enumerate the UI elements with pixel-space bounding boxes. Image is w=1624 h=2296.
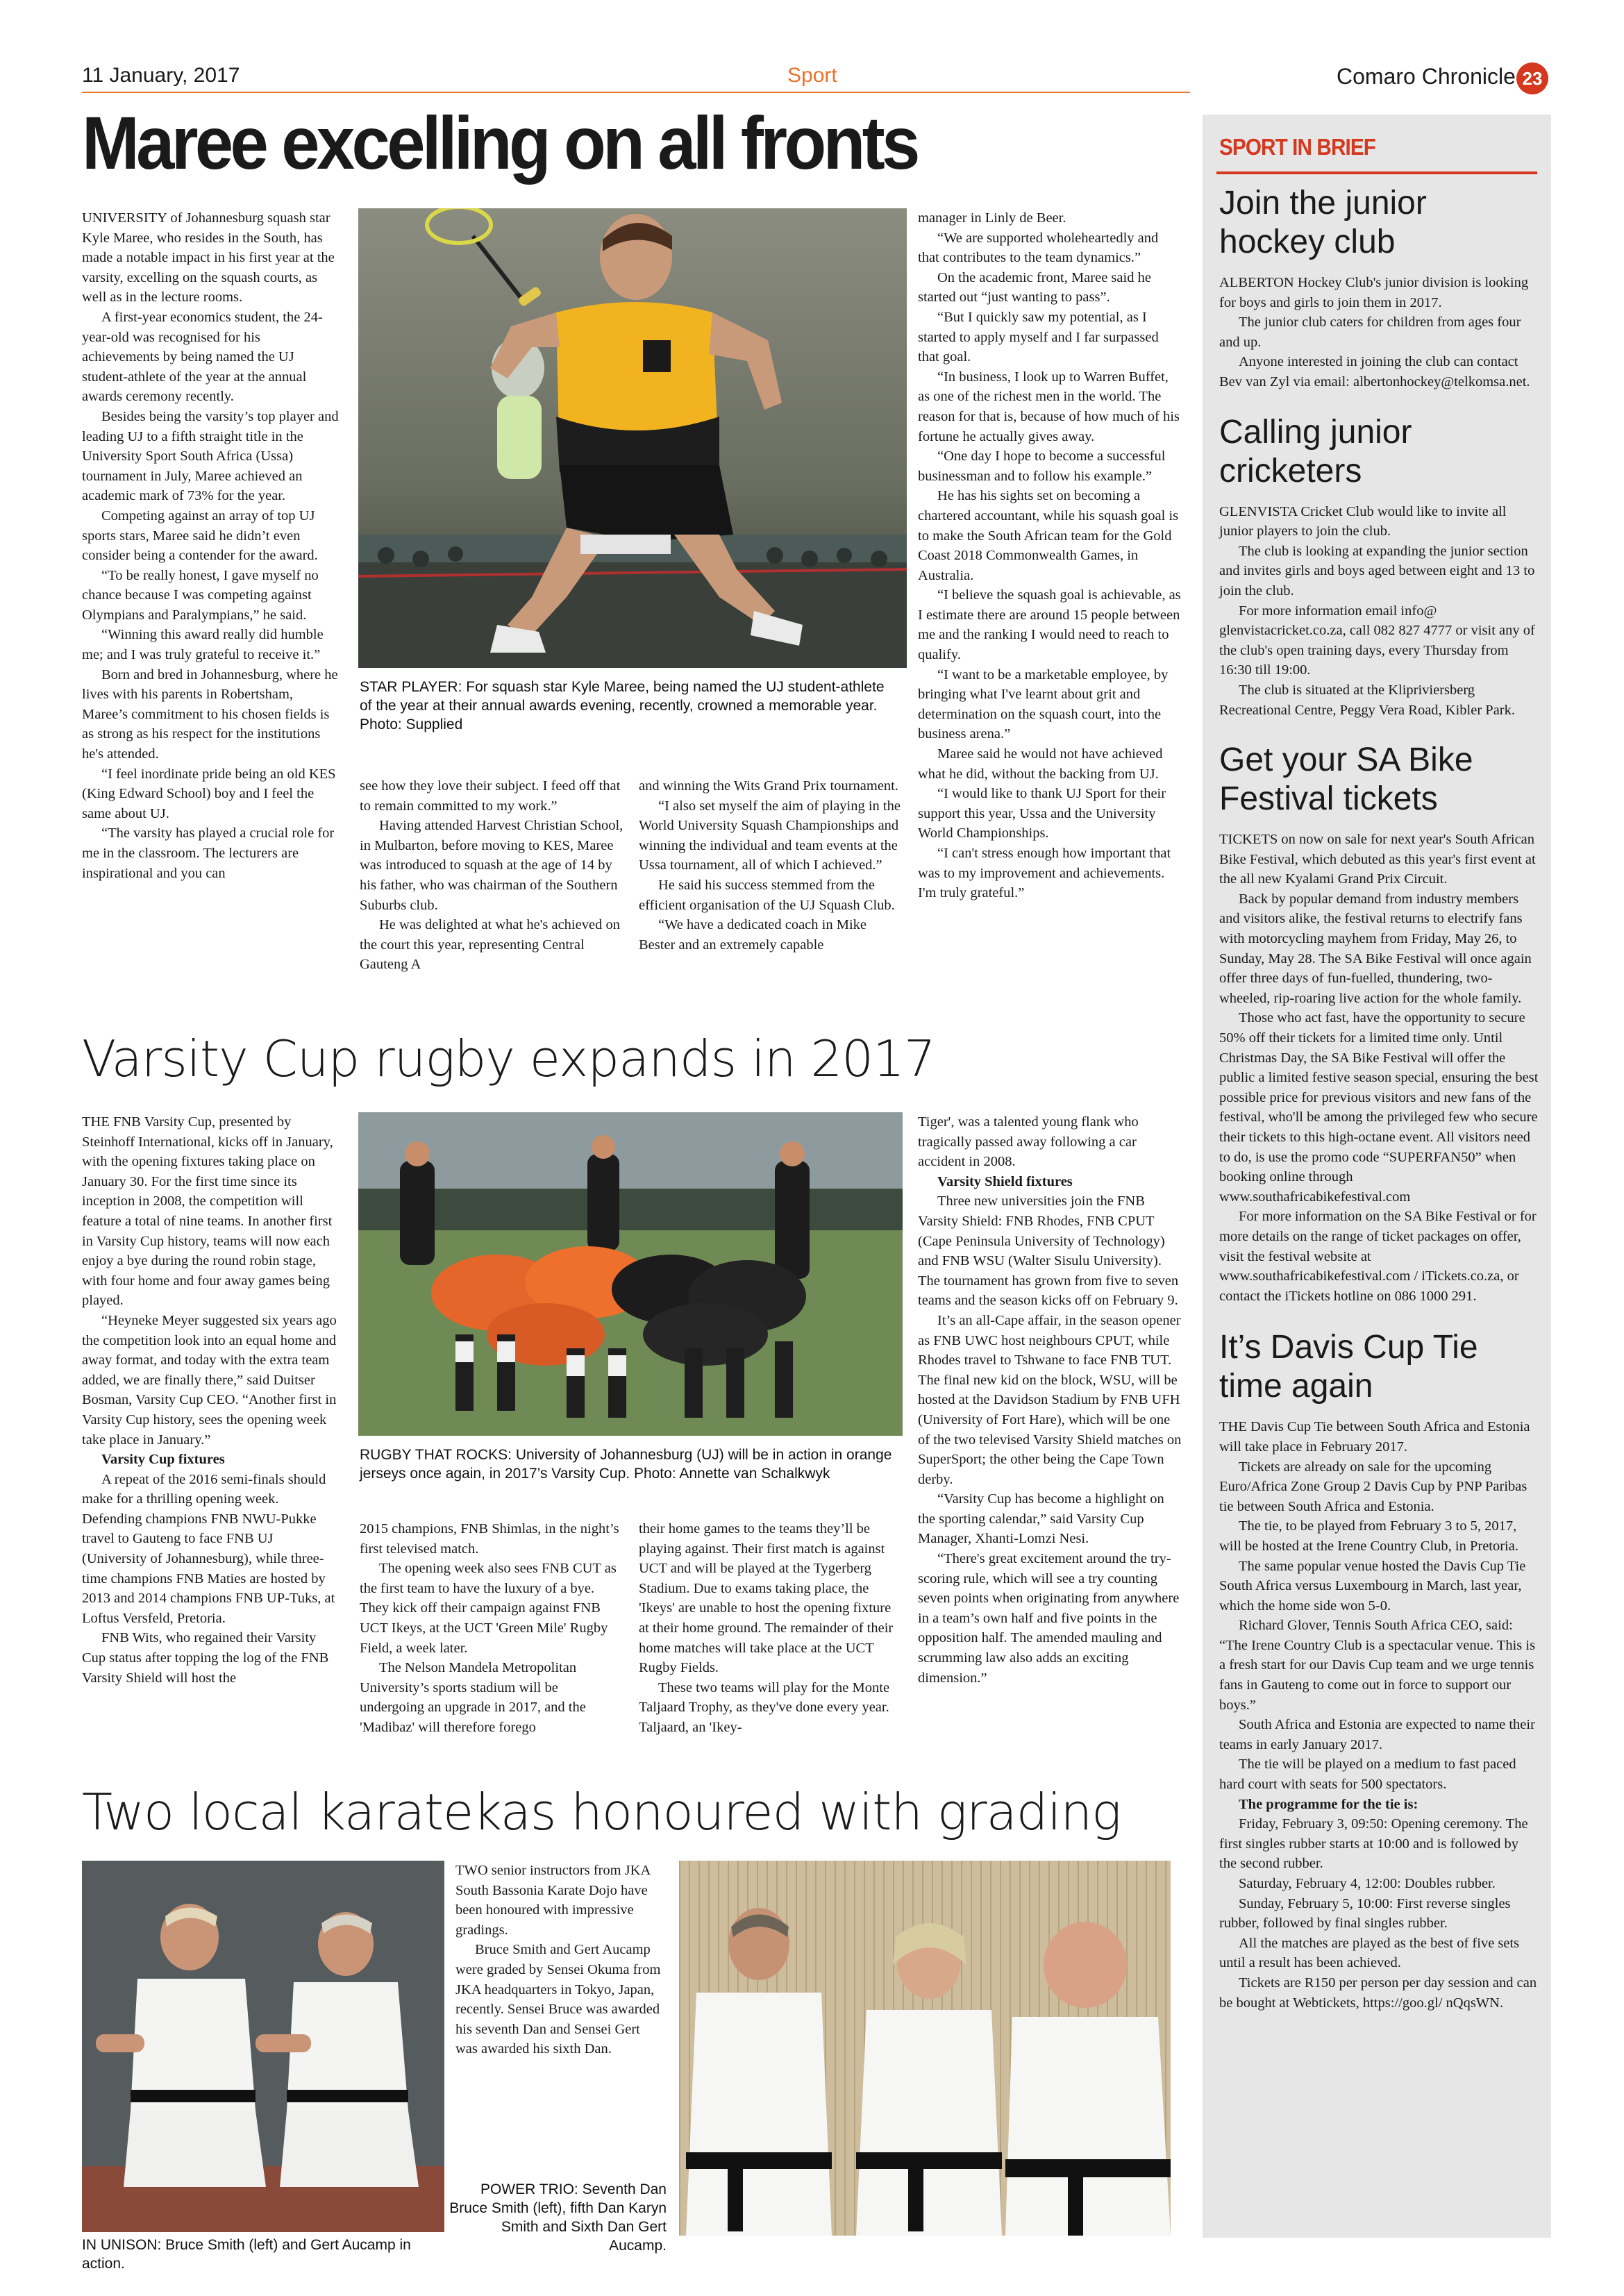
article2-headline: Varsity Cup rugby expands in 2017 xyxy=(82,1030,935,1088)
paragraph: The opening week also sees FNB CUT as the first team to have the luxury of a bye. They kick off their campaign against FNB UCT Ikeys, at the UCT 'Green Mile' Rugby Field, a week later. xyxy=(360,1561,617,1656)
paragraph: Richard Glover, Tennis South Africa CEO, said: “The Irene Country Club is a spectacular venue. This is a fresh start for our Davis Cup team and we urge tennis fans in Gauteng to come out in force to support our boys.” xyxy=(1219,1618,1536,1713)
paragraph: see how they love their subject. I feed off that to remain committed to my work.” xyxy=(360,778,621,814)
paragraph: Sunday, February 5, 10:00: First reverse singles rubber, followed by final singles rubber. xyxy=(1219,1895,1511,1932)
paragraph: The tie will be played on a medium to fast paced hard court with seats for 500 spectators. xyxy=(1219,1757,1516,1793)
paragraph: THE Davis Cup Tie between South Africa and Estonia will take place in February 2017. xyxy=(1219,1419,1530,1455)
paragraph: Tickets are already on sale for the upcoming Euro/Africa Zone Group 2 Davis Cup by PNP Paribas tie between South Africa and Estonia. xyxy=(1219,1459,1527,1514)
paragraph: “Varsity Cup has become a highlight on the sporting calendar,” said Varsity Cup Manager, Xhanti-Lomzi Nesi. xyxy=(918,1491,1164,1547)
brief-headline: It’s Davis Cup Tie time again xyxy=(1219,1329,1478,1405)
brief-headline: Calling junior cricketers xyxy=(1219,413,1412,489)
paragraph: Tickets are R150 per person per day session and can be bought at Webtickets, https://goo.gl/ nQqsWN. xyxy=(1219,1975,1537,2011)
sidebar-items xyxy=(1219,184,1539,2013)
brief-body xyxy=(1219,273,1539,392)
paragraph: Varsity Shield fixtures xyxy=(937,1173,1073,1189)
paragraph: “I want to be a marketable employee, by bringing what I've learnt about grit and determination on the squash court, into the business arena.” xyxy=(918,667,1169,742)
paragraph: “There's great excitement around the try-scoring rule, which will see a try counting seven points when originating from anywhere in a team’s own half and five points in the opposition half. The amended mauling and scrumming law also adds an exciting dimension.” xyxy=(918,1551,1180,1686)
paragraph: “I believe the squash goal is achievable, as I estimate there are around 15 people between me and the ranking I would need to reach to qualify. xyxy=(918,587,1181,663)
paragraph: “I can't stress enough how important that was to my improvement and achievements. I'm truly grateful.” xyxy=(918,846,1171,901)
paragraph: ALBERTON Hockey Club's junior division is looking for boys and girls to join them in 2017. xyxy=(1219,275,1529,310)
paragraph: THE FNB Varsity Cup, presented by Steinhoff International, kicks off in January, with the opening fixtures taking place on January 30. For the first time since its inception in 2008, the competition will feature a total of nine teams. In another first in Varsity Cup history, teams will now each enjoy a bye during the round robin stage, with four home and four away games being played. xyxy=(82,1114,333,1309)
paragraph: FNB Wits, who regained their Varsity Cup status after topping the log of the FNB Varsity Shield will host the xyxy=(82,1630,329,1686)
article1-photo-credit: Photo: Supplied xyxy=(360,717,463,732)
brief-body xyxy=(1219,502,1539,721)
brief-body xyxy=(1219,1417,1539,2013)
paragraph: “I would like to thank UJ Sport for their support this year, Ussa and the University World Championships. xyxy=(918,786,1166,841)
section-label[interactable]: Sport xyxy=(787,64,837,87)
paragraph: For more information email info@ glenvistacricket.co.za, call 082 827 4777 or visit any of the club's open training days, every Thursday from 16:30 till 19:00. xyxy=(1219,603,1535,678)
paragraph: Having attended Harvest Christian School, in Mulbarton, before moving to KES, Maree was introduced to squash at the age of 14 by his father, who was chairman of the Southern Suburbs club. xyxy=(360,818,623,913)
article1-col2 xyxy=(360,776,623,975)
page-date: 11 January, 2017 xyxy=(82,64,240,87)
article1-caption xyxy=(360,678,898,734)
brief-item xyxy=(1219,741,1539,1306)
paragraph: All the matches are played as the best of five sets until a result has been achieved. xyxy=(1219,1935,1520,1971)
article1-col1 xyxy=(82,208,340,883)
brief-headline: Join the junior hockey club xyxy=(1219,185,1427,260)
paragraph: It’s an all-Cape affair, in the season opener as FNB UWC host neighbours CPUT, while Rhodes travel to Tshwane to face FNB TUT. The final new kid on the block, WSU, will be hosted at the Davidson Stadium by FNB UFH (University of Fort Hare), which will be one of the two televised Varsity Shield matches on SuperSport; the other being the Cape Town derby. xyxy=(918,1312,1182,1487)
paragraph: South Africa and Estonia are expected to name their teams in early January 2017. xyxy=(1219,1717,1535,1752)
paragraph: A first-year economics student, the 24-year-old was recognised for his achievements by being named the UJ student-athlete of the year at the annual awards ceremony recently. xyxy=(82,309,323,405)
page-number-badge xyxy=(1516,62,1548,94)
brief-headline: Get your SA Bike Festival tickets xyxy=(1219,741,1473,818)
paragraph: On the academic front, Maree said he started out “just wanting to pass”. xyxy=(918,269,1151,305)
newspaper-name: Comaro Chronicle xyxy=(1337,64,1516,89)
paragraph: He was delighted at what he's achieved on the court this year, representing Central Gauteng A xyxy=(360,917,620,973)
paragraph: The Nelson Mandela Metropolitan University’s sports stadium will be undergoing an upgrade in 2017, and the 'Madibaz' will therefore forego xyxy=(360,1660,586,1735)
paragraph: “Winning this award really did humble me; and I was truly grateful to receive it.” xyxy=(82,627,324,663)
article1-col4 xyxy=(918,208,1182,903)
article1-headline: Maree excelling on all fronts xyxy=(82,101,917,185)
header-rule xyxy=(82,92,1190,93)
paragraph: TWO senior instructors from JKA South Bassonia Karate Dojo have been honoured with impressive gradings. xyxy=(455,1863,651,1938)
article3-caption-right: POWER TRIO: Seventh Dan Bruce Smith (left), fifth Dan Karyn Smith and Sixth Dan Gert Aucamp. xyxy=(449,2181,667,2254)
paragraph: and winning the Wits Grand Prix tournament. xyxy=(639,778,899,794)
paragraph: UNIVERSITY of Johannesburg squash star Kyle Maree, who resides in the South, has made a notable impact in his first year at the varsity, excelling on the squash courts, as well as in the lecture rooms. xyxy=(82,210,335,305)
paragraph: Born and bred in Johannesburg, where he lives with his parents in Robertsham, Maree’s commitment to his chosen fields is as strong as his respect for the institutions he's attended. xyxy=(82,667,338,762)
paragraph: “We are supported wholeheartedly and that contributes to the team dynamics.” xyxy=(918,230,1159,266)
paragraph: Anyone interested in joining the club can contact Bev van Zyl via email: albertonhockey@telkomsa.net. xyxy=(1219,354,1530,389)
brief-item xyxy=(1219,1328,1539,2013)
paragraph: “In business, I look up to Warren Buffet, as one of the richest men in the world. The reason for that is, because of how much of his fortune he actually gives away. xyxy=(918,369,1180,444)
brief-item xyxy=(1219,184,1539,392)
paragraph: He has his sights set on becoming a chartered accountant, while his squash goal is to make the South African team for the Gold Coast 2018 Commonwealth Games, in Australia. xyxy=(918,488,1179,583)
sidebar-title: SPORT IN BRIEF xyxy=(1219,134,1376,160)
brief-body xyxy=(1219,830,1539,1306)
paragraph: “We have a dedicated coach in Mike Bester and an extremely capable xyxy=(639,917,867,953)
article2-col2 xyxy=(360,1519,623,1738)
paragraph: The junior club caters for children from ages four and up. xyxy=(1219,315,1521,350)
article3-caption-left: IN UNISON: Bruce Smith (left) and Gert Aucamp in action. xyxy=(82,2237,411,2272)
paragraph: These two teams will play for the Monte Taljaard Trophy, as they've done every year. Taljaard, an 'Ikey- xyxy=(639,1679,890,1735)
paragraph: manager in Linly de Beer. xyxy=(918,210,1066,226)
paragraph: He said his success stemmed from the efficient organisation of the UJ Squash Club. xyxy=(639,877,895,913)
page-number: 23 xyxy=(1522,68,1543,89)
article2-col1 xyxy=(82,1112,340,1688)
paragraph: Besides being the varsity’s top player and leading UJ to a fifth straight title in the University Sport South Africa (Ussa) tournament in July, Maree achieved an academic mark of 73% for the year. xyxy=(82,408,339,504)
article1-caption-text: STAR PLAYER: For squash star Kyle Maree, being named the UJ student-athlete of the year at their annual awards evening, recently, crowned a memorable year. xyxy=(360,679,885,714)
paragraph: “But I quickly saw my potential, as I started to apply myself and I far surpassed that goal. xyxy=(918,309,1159,365)
paragraph: Three new universities join the FNB Varsity Shield: FNB Rhodes, FNB CPUT (Cape Peninsula University of Technology) and FNB WSU (Walter Sisulu University). The tournament has grown from five to seven teams and the season kicks off on February 9. xyxy=(918,1193,1179,1309)
paragraph: Varsity Cup fixtures xyxy=(101,1452,225,1468)
sport-in-brief-sidebar xyxy=(1203,115,1551,2238)
karate-trio-photo xyxy=(679,1861,1171,2236)
paragraph: The club is looking at expanding the junior section and invites girls and boys aged between eight and 13 to join the club. xyxy=(1219,543,1535,598)
article2-col3 xyxy=(639,1519,903,1738)
karate-action-photo xyxy=(82,1861,444,2232)
paragraph: “I feel inordinate pride being an old KES (King Edward School) boy and I feel the same about UJ. xyxy=(82,766,336,821)
paragraph: For more information on the SA Bike Festival or for more details on the range of ticket packages on offer, visit the festival website at www.southafricabikefestival.com / iTickets.co.za, or contact the iTickets hotline on 086 1000 291. xyxy=(1219,1209,1537,1304)
paragraph: their home games to the teams they’ll be playing against. Their first match is against UCT and will be played at the Tygerberg Stadium. Due to exams taking place, the 'Ikeys' are unable to host the opening fixture at their home ground. The remainder of their home matches will take place at the UCT Rugby Fields. xyxy=(639,1521,894,1676)
paragraph: Maree said he would not have achieved what he did, without the backing from UJ. xyxy=(918,746,1163,782)
squash-photo xyxy=(358,208,907,668)
paragraph: 2015 champions, FNB Shimlas, in the night’s first televised match. xyxy=(360,1521,619,1557)
article3-body xyxy=(455,1861,664,2059)
article2-caption: RUGBY THAT ROCKS: University of Johannesburg (UJ) will be in action in orange jerseys once again, in 2017’s Varsity Cup. Photo: Annette van Schalkwyk xyxy=(360,1447,892,1482)
paragraph: The tie, to be played from February 3 to 5, 2017, will be hosted at the Irene Country Club, in Pretoria. xyxy=(1219,1518,1518,1554)
paragraph: Back by popular demand from industry members and visitors alike, the festival returns to electrify fans with motorcycling mayhem from Friday, May 26, to Sunday, May 28. The SA Bike Festival will once again offer three days of fun-fuelled, thundering, two-wheeled, rip-roaring live action for the whole family. xyxy=(1219,891,1532,1006)
paragraph: Competing against an array of top UJ sports stars, Maree said he didn’t even consider being a contender for the award. xyxy=(82,508,318,564)
paragraph: Saturday, February 4, 12:00: Doubles rubber. xyxy=(1239,1876,1496,1891)
paragraph: The club is situated at the Klipriviersberg Recreational Centre, Peggy Vera Road, Kibler Park. xyxy=(1219,682,1516,718)
article2-col4 xyxy=(918,1112,1182,1688)
paragraph: Bruce Smith and Gert Aucamp were graded by Sensei Okuma from JKA headquarters in Tokyo, Japan, recently. Sensei Bruce was awarded his seventh Dan and Sensei Gert was awarded his sixth Dan. xyxy=(455,1942,661,2057)
paragraph: The programme for the tie is: xyxy=(1239,1796,1418,1812)
brief-item xyxy=(1219,413,1539,721)
paragraph: “One day I hope to become a successful businessman and to follow his example.” xyxy=(918,449,1166,484)
paragraph: Tiger', was a talented young flank who tragically passed away following a car accident in 2008. xyxy=(918,1114,1139,1170)
article3-headline: Two local karatekas honoured with grading xyxy=(82,1783,1121,1841)
paragraph: GLENVISTA Cricket Club would like to invite all junior players to join the club. xyxy=(1219,503,1507,539)
paragraph: The same popular venue hosted the Davis Cup Tie South Africa versus Luxembourg in March, last year, which the home side won 5-0. xyxy=(1219,1558,1526,1614)
rugby-photo xyxy=(358,1112,903,1436)
paragraph: “To be really honest, I gave myself no chance because I was competing against Olympians and Paralympians,” he said. xyxy=(82,567,319,623)
paragraph: “The varsity has played a crucial role for me in the classroom. The lecturers are inspirational and you can xyxy=(82,826,335,881)
paragraph: Friday, February 3, 09:50: Opening ceremony. The first singles rubber starts at 10:00 and is followed by the second rubber. xyxy=(1219,1816,1528,1872)
paragraph: Those who act fast, have the opportunity to secure 50% off their tickets for a limited time only. Until Christmas Day, the SA Bike Festival will offer the public a limited festive season special, ensuring the best possible price for previous visitors and new fans of the festival, who'll be among the privileged few who secure their tickets to this high-octane event. All visitors need to do, is use the promo code “SUPERFAN50” when booking online through www.southafricabikefestival.com xyxy=(1219,1010,1539,1205)
paragraph: “Heyneke Meyer suggested six years ago the competition look into an equal home and away format, and today with the extra team added, we are finally there,” said Duitser Bosman, Varsity Cup CEO. “Another first in Varsity Cup history, sees the opening week take place in January.” xyxy=(82,1312,337,1448)
paragraph: TICKETS on now on sale for next year's South African Bike Festival, which debuted as this year's first event at the all new Kyalami Grand Prix Circuit. xyxy=(1219,832,1536,887)
article1-col3 xyxy=(639,776,903,955)
sidebar-title-rule xyxy=(1216,171,1537,174)
paragraph: A repeat of the 2016 semi-finals should make for a thrilling opening week. Defending champions FNB NWU-Pukke travel to Gauteng to face FNB UJ (University of Johannesburg), while three-time champions FNB Maties are hosted by 2013 and 2014 champions FNB UP-Tuks, at Loftus Versfeld, Pretoria. xyxy=(82,1471,335,1626)
paragraph: “I also set myself the aim of playing in the World University Squash Championships and winning the individual and team events at the Ussa tournament, all of which I achieved.” xyxy=(639,798,901,873)
